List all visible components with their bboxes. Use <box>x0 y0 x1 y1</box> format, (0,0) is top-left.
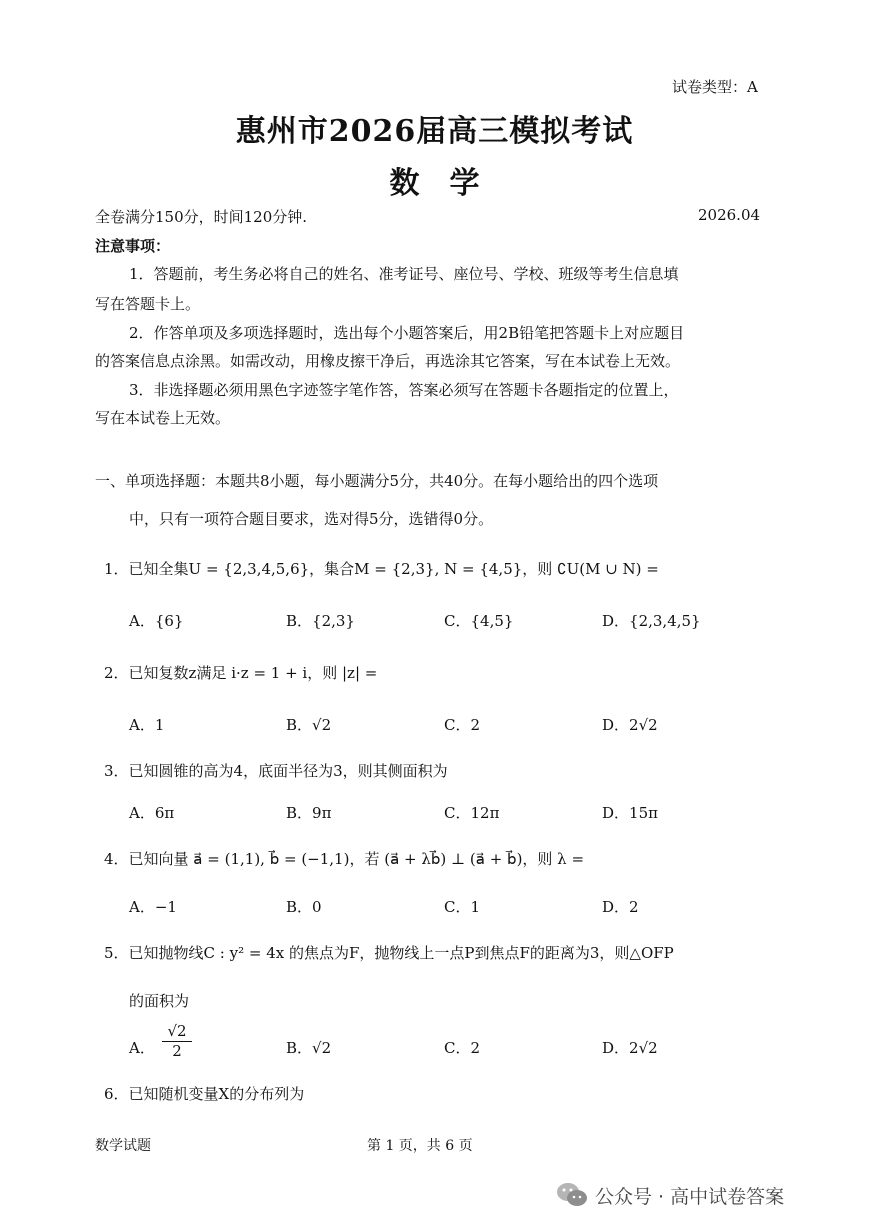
question-1-stem: 1．已知全集U = {2,3,4,5,6}，集合M = {2,3}, N = {4,5}，则 ∁U(M ∪ N) = <box>104 560 659 578</box>
question-2-option-b: B．√2 <box>286 716 332 734</box>
footer-page-number: 第 1 页，共 6 页 <box>367 1138 473 1154</box>
question-3-option-a: A．6π <box>129 804 175 822</box>
question-5-option-c: C．2 <box>444 1039 481 1057</box>
question-5-stem-line-2: 的面积为 <box>129 992 190 1010</box>
question-1-option-c: C．{4,5} <box>444 612 514 630</box>
question-1-option-d: D．{2,3,4,5} <box>602 612 701 630</box>
notice-heading: 注意事项： <box>95 237 171 255</box>
watermark-text: 公众号 · 高中试卷答案 <box>595 1186 785 1208</box>
wechat-logo-icon <box>556 1182 588 1208</box>
notice-line-2a: 2．作答单项及多项选择题时，选出每个小题答案后，用2B铅笔把答题卡上对应题目 <box>129 324 685 342</box>
question-2-stem: 2．已知复数z满足 i·z = 1 + i，则 |z| = <box>104 664 378 682</box>
subject-title: 数 学 <box>389 166 480 201</box>
question-4-option-c: C．1 <box>444 898 481 916</box>
notice-line-1b: 写在答题卡上。 <box>95 295 201 313</box>
footer-subject: 数学试题 <box>95 1138 151 1154</box>
question-5-option-d: D．2√2 <box>602 1039 658 1057</box>
paper-type: 试卷类型：A <box>672 78 758 96</box>
notice-line-1a: 1．答题前，考生务必将自己的姓名、准考证号、座位号、学校、班级等考生信息填 <box>129 265 679 283</box>
question-5-option-b: B．√2 <box>286 1039 332 1057</box>
fraction-numerator: √2 <box>162 1022 192 1042</box>
question-3-stem: 3．已知圆锥的高为4，底面半径为3，则其侧面积为 <box>104 762 448 780</box>
question-5-option-a-label: A． <box>129 1039 155 1057</box>
notice-line-3a: 3．非选择题必须用黑色字迹签字笔作答，答案必须写在答题卡各题指定的位置上， <box>129 381 679 399</box>
question-3-option-c: C．12π <box>444 804 500 822</box>
notice-line-3b: 写在本试卷上无效。 <box>95 409 231 427</box>
exam-meta: 全卷满分150分，时间120分钟. <box>95 208 308 226</box>
question-4-option-b: B．0 <box>286 898 322 916</box>
question-5-stem-line-1: 5．已知抛物线C : y² = 4x 的焦点为F，抛物线上一点P到焦点F的距离为3，则△OFP <box>104 944 674 962</box>
notice-line-2b: 的答案信息点涂黑。如需改动，用橡皮擦干净后，再选涂其它答案，写在本试卷上无效。 <box>95 352 681 370</box>
fraction-denominator: 2 <box>172 1042 182 1060</box>
question-1-option-a: A．{6} <box>129 612 184 630</box>
question-4-option-d: D．2 <box>602 898 639 916</box>
question-5-option-a-fraction <box>162 1022 192 1060</box>
question-2-option-a: A．1 <box>129 716 165 734</box>
question-3-option-d: D．15π <box>602 804 658 822</box>
question-2-option-d: D．2√2 <box>602 716 658 734</box>
section-heading-line-1: 一、单项选择题：本题共8小题，每小题满分5分，共40分。在每小题给出的四个选项 <box>95 472 659 490</box>
question-4-stem: 4．已知向量 a⃗ = (1,1), b⃗ = (−1,1)，若 (a⃗ + λb⃗) ⊥ (a⃗ + b⃗)，则 λ = <box>104 850 585 868</box>
section-heading-line-2: 中，只有一项符合题目要求，选对得5分，选错得0分。 <box>129 510 494 528</box>
exam-date: 2026.04 <box>698 206 761 224</box>
question-1-option-b: B．{2,3} <box>286 612 355 630</box>
question-2-option-c: C．2 <box>444 716 481 734</box>
question-4-option-a: A．−1 <box>129 898 177 916</box>
exam-title: 惠州市2026届高三模拟考试 <box>235 114 634 149</box>
question-3-option-b: B．9π <box>286 804 332 822</box>
question-6-stem: 6．已知随机变量X的分布列为 <box>104 1085 305 1103</box>
